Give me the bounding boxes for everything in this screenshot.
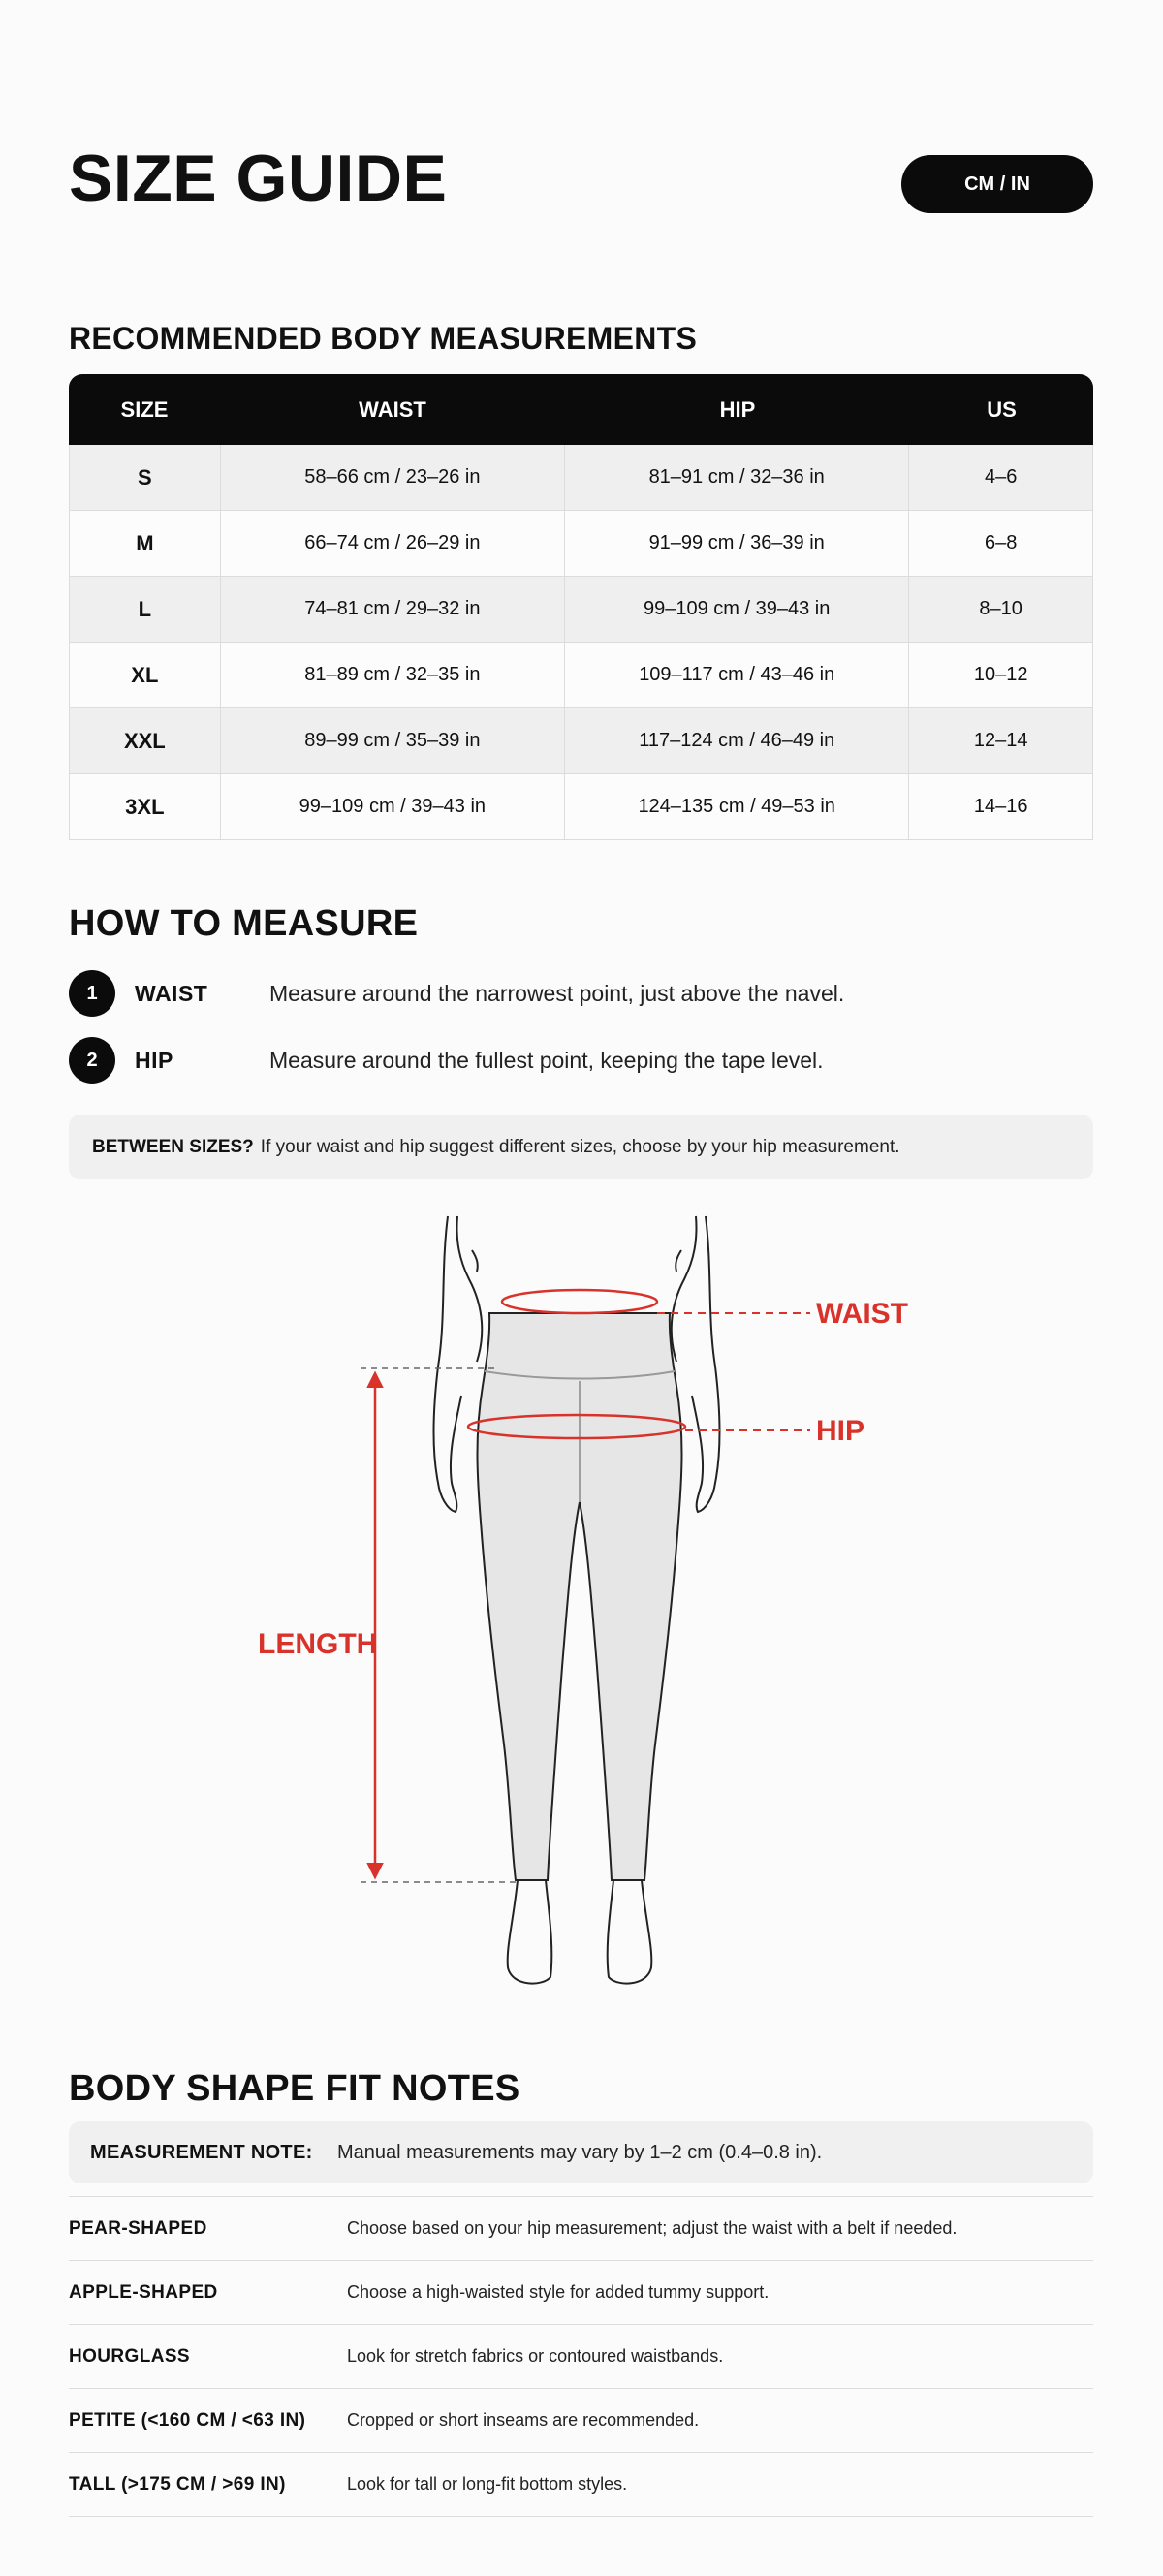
table-body	[69, 445, 1093, 840]
body-shape-name: PEAR-SHAPED	[69, 2217, 207, 2239]
table-row	[69, 445, 1093, 511]
fit-notes-heading: BODY SHAPE FIT NOTES	[69, 2068, 520, 2109]
measurement-note-text: Manual measurements may vary by 1–2 cm (0.4–0.8 in).	[337, 2141, 823, 2163]
table-cell-waist: 74–81 cm / 29–32 in	[221, 577, 565, 642]
table-cell-us: 12–14	[973, 730, 1028, 751]
step-name: HIP	[135, 1047, 173, 1073]
measurements-heading: RECOMMENDED BODY MEASUREMENTS	[69, 321, 698, 356]
table-row	[69, 643, 1093, 708]
table-cell-waist: 89–99 cm / 35–39 in	[221, 708, 565, 773]
step-description: Measure around the fullest point, keeping the tape level.	[269, 1047, 824, 1073]
table-header	[69, 374, 1093, 445]
body-shape-name: HOURGLASS	[69, 2345, 190, 2367]
table-cell-waist: 81–89 cm / 32–35 in	[221, 643, 565, 707]
leggings-measurement-illustration	[0, 1202, 1163, 2016]
list-item	[69, 2453, 1093, 2517]
column-header: WAIST	[359, 396, 426, 422]
table-cell-hip: 99–109 cm / 39–43 in	[565, 577, 909, 642]
table-row	[69, 577, 1093, 643]
length-label: LENGTH	[258, 1628, 378, 1660]
measure-step-waist	[69, 970, 845, 1017]
measure-step-hip	[69, 1037, 824, 1084]
column-header: HIP	[719, 396, 756, 422]
table-cell-hip: 109–117 cm / 43–46 in	[565, 643, 909, 707]
table-cell-hip: 91–99 cm / 36–39 in	[565, 511, 909, 576]
table-cell-waist: 58–66 cm / 23–26 in	[221, 445, 565, 510]
measurement-note	[69, 2121, 1093, 2183]
measurement-note-label: MEASUREMENT NOTE:	[90, 2141, 313, 2163]
table-cell-size: L	[70, 577, 221, 642]
size-table	[69, 374, 1093, 840]
list-item	[69, 2389, 1093, 2453]
table-cell-size: 3XL	[70, 774, 221, 839]
table-cell-us: 8–10	[979, 598, 1022, 619]
step-name: WAIST	[135, 980, 208, 1006]
unit-toggle-button[interactable]: CM / IN	[901, 155, 1093, 213]
table-cell-waist: 66–74 cm / 26–29 in	[221, 511, 565, 576]
body-shape-tip: Choose a high-waisted style for added tummy support.	[347, 2282, 770, 2302]
column-header: US	[987, 396, 1017, 422]
body-shape-name: APPLE-SHAPED	[69, 2281, 218, 2303]
body-shape-tip: Look for stretch fabrics or contoured waistbands.	[347, 2346, 724, 2366]
feet	[508, 1880, 652, 1984]
how-to-measure-heading: HOW TO MEASURE	[69, 903, 419, 944]
table-cell-hip: 81–91 cm / 32–36 in	[565, 445, 909, 510]
table-cell-hip: 124–135 cm / 49–53 in	[565, 774, 909, 839]
hip-label: HIP	[816, 1415, 865, 1447]
table-cell-size: XL	[70, 643, 221, 707]
table-cell-size: S	[70, 445, 221, 510]
step-number-badge: 1	[69, 970, 115, 1017]
table-cell-us: 4–6	[984, 466, 1018, 487]
table-row	[69, 708, 1093, 774]
body-shape-tip: Look for tall or long-fit bottom styles.	[347, 2474, 628, 2494]
table-cell-us: 14–16	[973, 796, 1028, 817]
waist-label: WAIST	[816, 1298, 908, 1330]
waist-tape	[502, 1290, 657, 1313]
table-cell-waist: 99–109 cm / 39–43 in	[221, 774, 565, 839]
fit-notes-list	[69, 2196, 1093, 2517]
table-row	[69, 511, 1093, 577]
table-cell-us: 10–12	[973, 664, 1028, 685]
body-shape-name: PETITE (<160 CM / <63 IN)	[69, 2409, 306, 2431]
between-sizes-text: If your waist and hip suggest different sizes, choose by your hip measurement.	[260, 1136, 900, 1157]
between-sizes-label: BETWEEN SIZES?	[92, 1136, 254, 1157]
body-shape-tip: Choose based on your hip measurement; adjust the waist with a belt if needed.	[347, 2218, 958, 2238]
table-cell-us: 6–8	[984, 532, 1018, 553]
table-cell-size: XXL	[70, 708, 221, 773]
step-number-badge: 2	[69, 1037, 115, 1084]
body-shape-tip: Cropped or short inseams are recommended.	[347, 2410, 700, 2430]
body-shape-name: TALL (>175 CM / >69 IN)	[69, 2473, 286, 2495]
between-sizes-note	[69, 1115, 1093, 1179]
table-cell-size: M	[70, 511, 221, 576]
list-item	[69, 2261, 1093, 2325]
table-row	[69, 774, 1093, 840]
page-title: SIZE GUIDE	[69, 141, 448, 215]
list-item	[69, 2325, 1093, 2389]
step-description: Measure around the narrowest point, just above the navel.	[269, 980, 845, 1006]
table-cell-hip: 117–124 cm / 46–49 in	[565, 708, 909, 773]
column-header: SIZE	[120, 396, 169, 422]
list-item	[69, 2197, 1093, 2261]
